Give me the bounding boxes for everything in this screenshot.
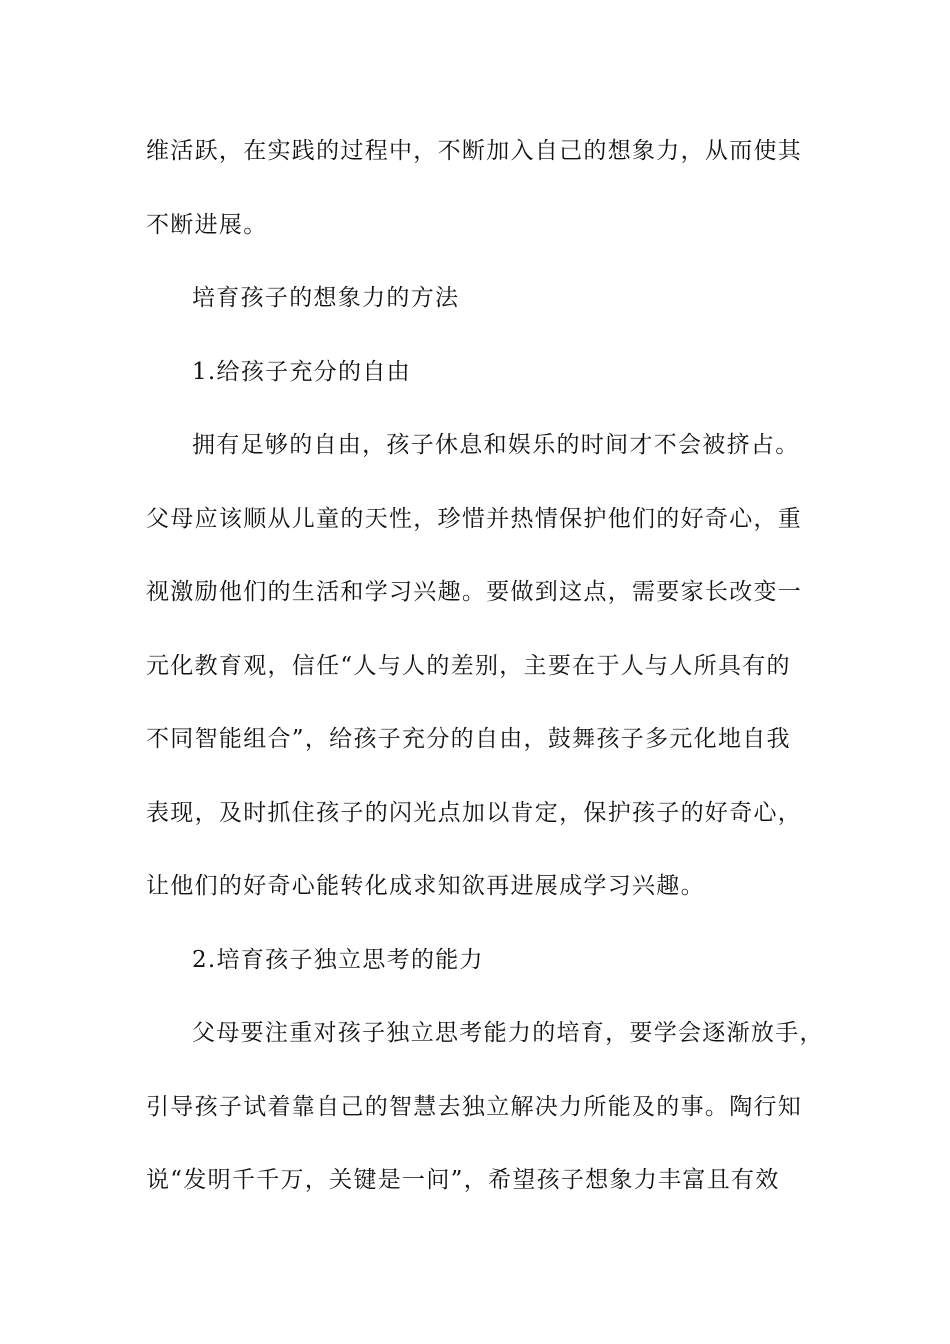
paragraph-1-line-5: 不同智能组合”，给孩子充分的自由，鼓舞孩子多元化地自我 <box>146 726 791 752</box>
paragraph-1-line-3: 视激励他们的生活和学习兴趣。要做到这点，需要家长改变一 <box>146 579 803 605</box>
paragraph-2-line-1: 父母要注重对孩子独立思考能力的培育，要学会逐渐放手， <box>192 1020 824 1046</box>
text-line-2: 不断进展。 <box>146 211 268 238</box>
text-line-1: 维活跃，在实践的过程中，不断加入自己的想象力，从而使其 <box>146 138 803 164</box>
paragraph-1-line-4: 元化教育观，信任“人与人的差别，主要在于人与人所具有的 <box>146 652 791 679</box>
paragraph-1-line-1: 拥有足够的自由，孩子休息和娱乐的时间才不会被挤占。 <box>192 432 800 458</box>
subheading-1: 1.给孩子充分的自由 <box>192 358 411 385</box>
paragraph-1-line-2: 父母应该顺从儿童的天性，珍惜并热情保护他们的好奇心，重 <box>146 505 803 532</box>
paragraph-2-line-2: 引导孩子试着靠自己的智慧去独立解决力所能及的事。陶行知 <box>146 1093 803 1120</box>
paragraph-1-line-7: 让他们的好奇心能转化成求知欲再进展成学习兴趣。 <box>146 873 705 899</box>
paragraph-1-line-6: 表现，及时抓住孩子的闪光点加以肯定，保护孩子的好奇心， <box>146 799 803 826</box>
document-body <box>146 126 824 1229</box>
paragraph-2-line-3: 说“发明千千万，关键是一问”，希望孩子想象力丰富且有效 <box>146 1167 780 1193</box>
section-heading: 培育孩子的想象力的方法 <box>192 285 460 311</box>
subheading-2: 2.培育孩子独立思考的能力 <box>192 946 484 973</box>
